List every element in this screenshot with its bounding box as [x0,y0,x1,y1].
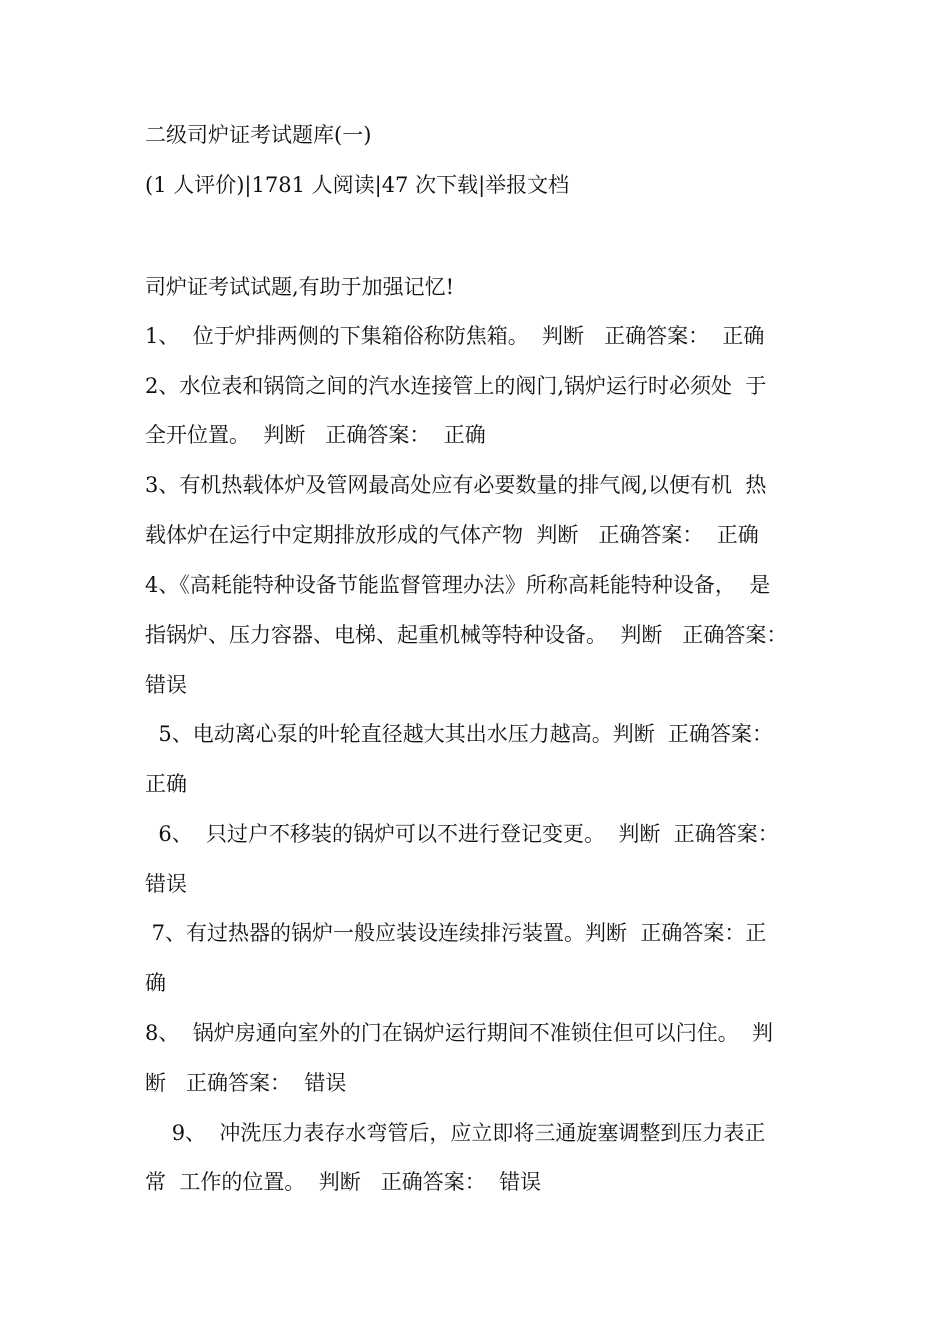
question-line: 4、《高耗能特种设备节能监督管理办法》所称高耗能特种设备， 是 [145,573,771,597]
question-line: 全开位置。 判断 正确答案： 正确 [145,423,486,447]
question-line: 载体炉在运行中定期排放形成的气体产物 判断 正确答案： 正确 [145,523,759,547]
question-line: 常 工作的位置。 判断 正确答案： 错误 [145,1170,542,1194]
question-line: 3、有机热载体炉及管网最高处应有必要数量的排气阀,以便有机 热 [145,473,767,497]
question-line: 错误 [145,673,187,697]
document-intro: 司炉证考试试题,有助于加强记忆! [145,275,455,299]
question-line: 错误 [145,872,187,896]
document-title: 二级司炉证考试题库(一) [145,123,372,147]
document-meta: (1 人评价)|1781 人阅读|47 次下载|举报文档 [145,173,570,197]
question-line: 2、水位表和锅筒之间的汽水连接管上的阀门,锅炉运行时必须处 于 [145,374,767,398]
question-line: 正确 [145,772,187,796]
question-line: 1、 位于炉排两侧的下集箱俗称防焦箱。 判断 正确答案： 正确 [145,324,765,348]
question-line: 确 [145,971,166,995]
question-line: 8、 锅炉房通向室外的门在锅炉运行期间不准锁住但可以闩住。 判 [145,1021,774,1045]
question-line: 7、有过热器的锅炉一般应装设连续排污装置。判断 正确答案：正 [145,921,767,945]
question-line: 指锅炉、压力容器、电梯、起重机械等特种设备。 判断 正确答案： [145,623,788,647]
question-line: 断 正确答案： 错误 [145,1071,347,1095]
question-line: 5、电动离心泵的叶轮直径越大其出水压力越高。判断 正确答案： [145,722,774,746]
question-line: 9、 冲洗压力表存水弯管后，应立即将三通旋塞调整到压力表正 [145,1121,766,1145]
question-line: 6、 只过户不移装的锅炉可以不进行登记变更。 判断 正确答案： [145,822,779,846]
